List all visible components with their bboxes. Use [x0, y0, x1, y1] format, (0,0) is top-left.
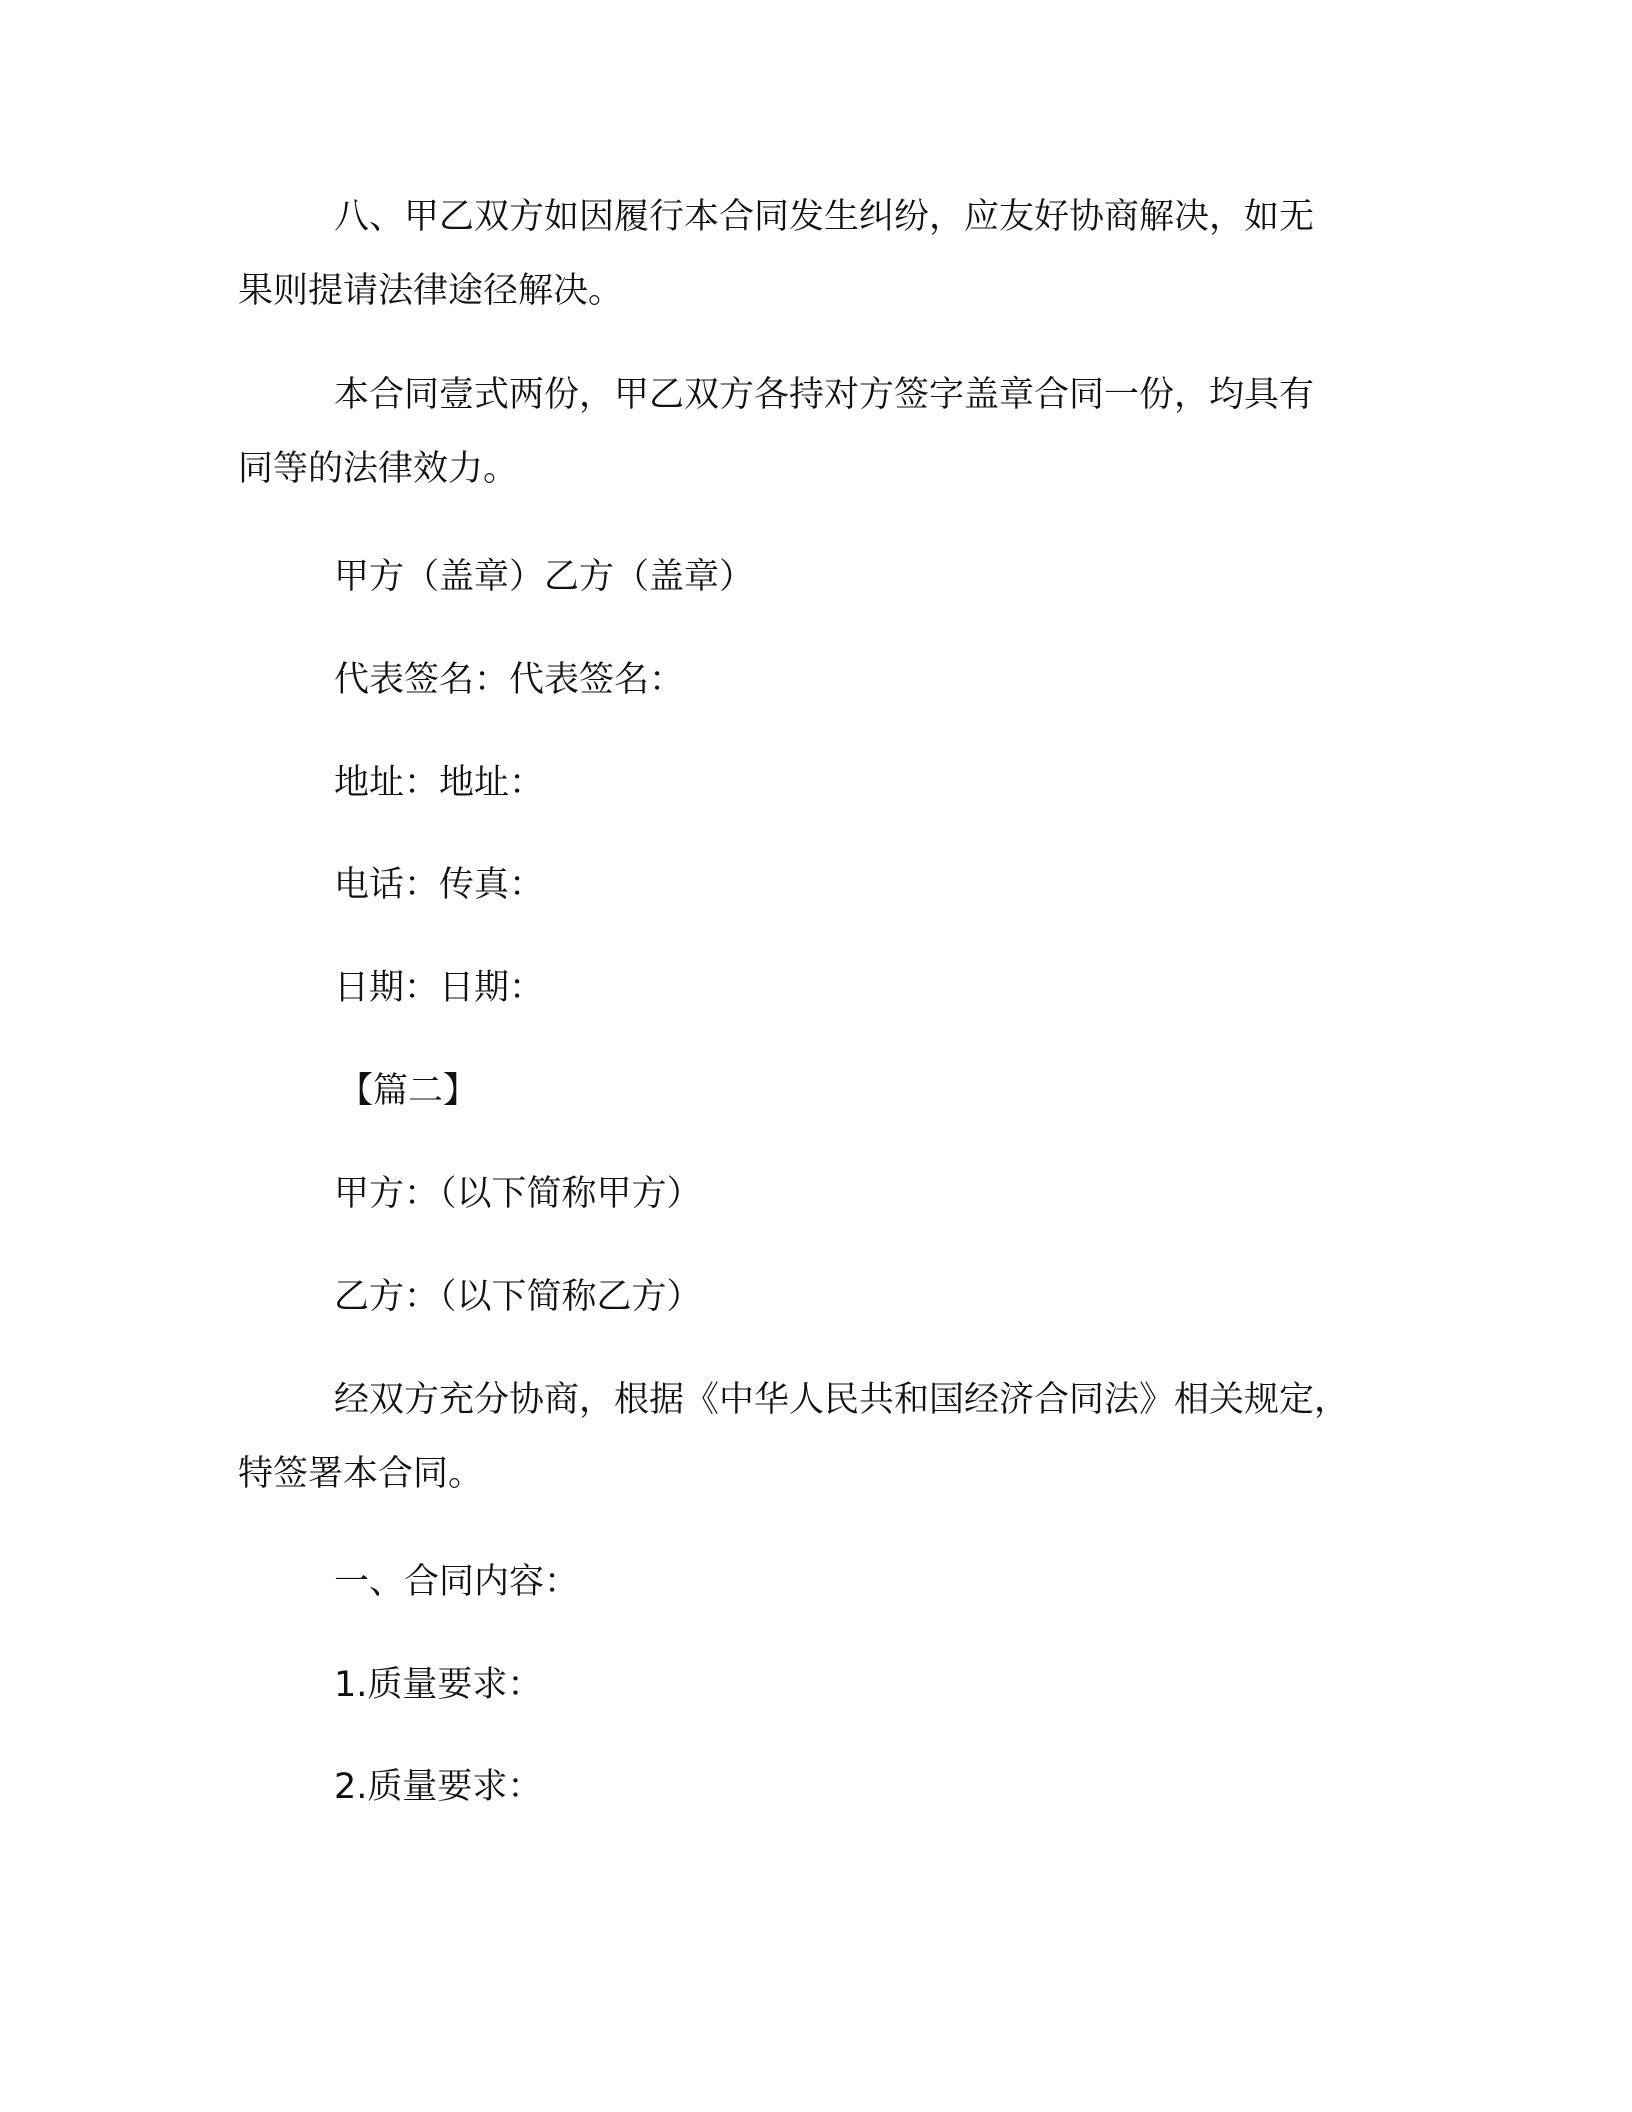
- date-line: [238, 951, 1418, 1025]
- copies-paragraph: [238, 358, 1418, 506]
- party-a-line: [238, 1157, 1418, 1231]
- party-a-text: 甲方：（以下简称甲方）: [334, 1174, 702, 1214]
- clause-one-heading: [238, 1545, 1418, 1619]
- preamble-paragraph: [238, 1363, 1418, 1511]
- preamble-line-2: 特签署本合同。: [238, 1454, 484, 1494]
- section-heading: [238, 1054, 1418, 1128]
- seal-text: 甲方（盖章）乙方（盖章）: [334, 557, 755, 597]
- copies-line-1: 本合同壹式两份，甲乙双方各持对方签字盖章合同一份，均具有: [334, 375, 1315, 415]
- address-line: [238, 746, 1418, 820]
- quality-requirement-2-text: 2.质量要求：: [334, 1767, 543, 1807]
- clause-one-text: 一、合同内容：: [334, 1562, 580, 1602]
- address-text: 地址：地址：: [334, 763, 545, 803]
- quality-requirement-1: [238, 1648, 1418, 1722]
- phone-fax-line: [238, 848, 1418, 922]
- section-heading-text: 【篇二】: [338, 1071, 479, 1111]
- preamble-line-1: 经双方充分协商，根据《中华人民共和国经济合同法》相关规定，: [334, 1380, 1350, 1420]
- signature-text: 代表签名：代表签名：: [334, 660, 685, 700]
- party-b-line: [238, 1260, 1418, 1334]
- phone-fax-text: 电话：传真：: [334, 865, 545, 905]
- clause-eight-paragraph: [238, 180, 1418, 328]
- party-b-text: 乙方：（以下简称乙方）: [334, 1277, 702, 1317]
- quality-requirement-1-text: 1.质量要求：: [334, 1665, 543, 1705]
- clause-eight-line-2: 果则提请法律途径解决。: [238, 271, 624, 311]
- date-text: 日期：日期：: [334, 968, 545, 1008]
- clause-eight-line-1: 八、甲乙双方如因履行本合同发生纠纷，应友好协商解决，如无: [334, 197, 1315, 237]
- signature-line: [238, 643, 1418, 717]
- quality-requirement-2: [238, 1750, 1418, 1824]
- copies-line-2: 同等的法律效力。: [238, 449, 519, 489]
- seal-line: [238, 540, 1418, 614]
